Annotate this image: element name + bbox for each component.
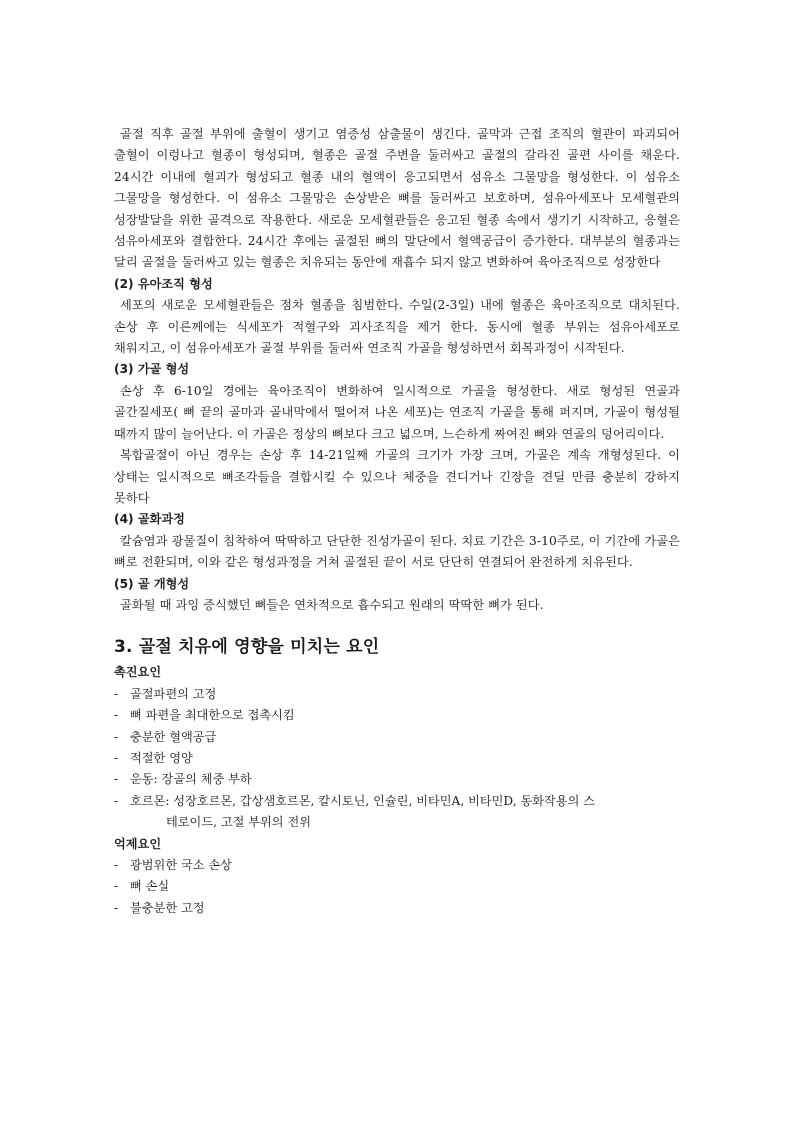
list-dash: - xyxy=(114,793,119,808)
section-3-body-2: 복합골절이 아닌 경우는 손상 후 14-21일째 가골의 크기가 가장 크며, 가골은 계속 개형성된다. 이 상태는 일시적으로 뼈조각들을 결합시킬 수 있으나 체중을 견디거나 긴장을 견딜 만큼 충분히 강하지 못하다 xyxy=(114,448,680,505)
section-4-body: 칼슘염과 광물질이 침착하여 딱딱하고 단단한 진성가골이 된다. 치료 기간은 3-10주로, 이 기간에 가골은 뼈로 전환되며, 이와 같은 형성과정을 거쳐 골절된 끝이 서로 단단히 연결되어 완전하게 치유된다. xyxy=(114,533,680,570)
list-item-text: 광범위한 국소 손상 xyxy=(130,858,232,872)
factors-title: 3. 골절 치유에 영향을 미치는 요인 xyxy=(114,637,380,658)
list-item xyxy=(114,727,680,748)
promoting-factors-list xyxy=(114,684,680,834)
section-4-heading: (4) 골화과정 xyxy=(114,512,185,527)
list-dash: - xyxy=(114,772,119,787)
list-dash: - xyxy=(114,686,119,701)
section-3-heading: (3) 가골 형성 xyxy=(114,362,190,377)
promoting-factors-label: 촉진요인 xyxy=(114,665,162,680)
list-item-text: 적절한 영양 xyxy=(130,750,193,765)
list-item xyxy=(114,898,680,919)
intro-paragraph: 골절 직후 골절 부위에 출혈이 생기고 염증성 삼출물이 생긴다. 골막과 근접 조직의 혈관이 파괴되어 출혈이 이렁나고 혈종이 형성되며, 혈종은 골절 주변을 둘러싸고 골절의 갈라진 골편 사이를 채운다. 24시간 이내에 혈괴가 형성되고 혈종 내의 혈액이 응고되면서 섬유소 그물망을 형성한다. 이 섬유소 그물망을 형성한다. 이 섬유소 그물망은 손상받은 뼈를 둘러싸고 보호하며, 섬유아세포나 모세혈관의 성장발달을 위한 골격으로 작용한다. 새로운 모세혈관들은 응고된 혈종 속에서 생기기 시작하고, 응혈은 섬유아세포와 결합한다. 24시간 후에는 골절된 뼈의 말단에서 혈액공급이 증가한다. 대부분의 혈종과는 달리 골절을 둘러싸고 있는 혈종은 치유되는 동안에 재흡수 되지 않고 변화하여 육아조직으로 성장한다 xyxy=(114,127,680,270)
list-item-text: 불충분한 고정 xyxy=(130,900,205,915)
section-2-body: 세포의 새로운 모세혈관들은 점차 혈종을 침범한다. 수일(2-3일) 내에 혈종은 육아조직으로 대치된다. 손상 후 이른께에는 식세포가 적혈구와 괴사조직을 제거 한다. 동시에 혈종 부위는 섬유아세포로 채워지고, 이 섬유아세포가 골절 부위를 둘러싸 연조직 가골을 형성하면서 회복과정이 시작된다. xyxy=(114,298,680,356)
list-item-hormone xyxy=(114,791,680,834)
list-item xyxy=(114,684,680,705)
list-item xyxy=(114,876,680,897)
section-5-heading: (5) 골 개형성 xyxy=(114,576,190,591)
list-item-text: 운동: 장골의 체중 부하 xyxy=(130,772,252,787)
hormone-line-1: 호르몬: 성장호르몬, 갑상샘호르몬, 칼시토닌, 인슐린, 비타민A, 비타민D, 동화작용의 스 xyxy=(130,793,595,808)
list-dash: - xyxy=(114,729,119,744)
section-2-heading: (2) 유아조직 형성 xyxy=(114,276,213,291)
section-5-body: 골화될 때 과잉 증식했던 뼈들은 연차적으로 흡수되고 원래의 딱딱한 뼈가 된다. xyxy=(120,597,544,612)
list-item-text: 골절파편의 고정 xyxy=(130,686,217,701)
section-3-body-1: 손상 후 6-10일 경에는 육아조직이 변화하여 일시적으로 가골을 형성한다. 새로 형성된 연골과 골간질세포( 뼈 끝의 골마과 골내막에서 떨어져 나온 세포)는 연조직 가골을 통해 퍼지며, 가골이 형성될 때까지 많이 늘어난다. 이 가골은 정상의 뼈보다 크고 넓으며, 느슨하게 짜여진 뼈와 연골의 덩어리이다. xyxy=(114,383,680,441)
list-item xyxy=(114,748,680,769)
list-dash: - xyxy=(114,750,119,765)
list-dash: - xyxy=(114,708,119,723)
list-item xyxy=(114,855,680,876)
list-dash: - xyxy=(114,900,119,915)
list-item-text: 뼈 손실 xyxy=(130,879,170,894)
list-item-text: 뼈 파편을 최대한으로 접촉시킴 xyxy=(130,708,295,723)
list-dash: - xyxy=(114,879,119,894)
list-item-text: 충분한 혈액공급 xyxy=(130,729,217,744)
inhibiting-factors-label: 억제요인 xyxy=(114,836,162,851)
list-item xyxy=(114,705,680,726)
document-page xyxy=(114,124,680,919)
list-dash: - xyxy=(114,858,119,872)
hormone-line-2: 테로이드, 고절 부위의 전위 xyxy=(166,815,312,830)
list-item xyxy=(114,769,680,790)
inhibiting-factors-list xyxy=(114,855,680,919)
